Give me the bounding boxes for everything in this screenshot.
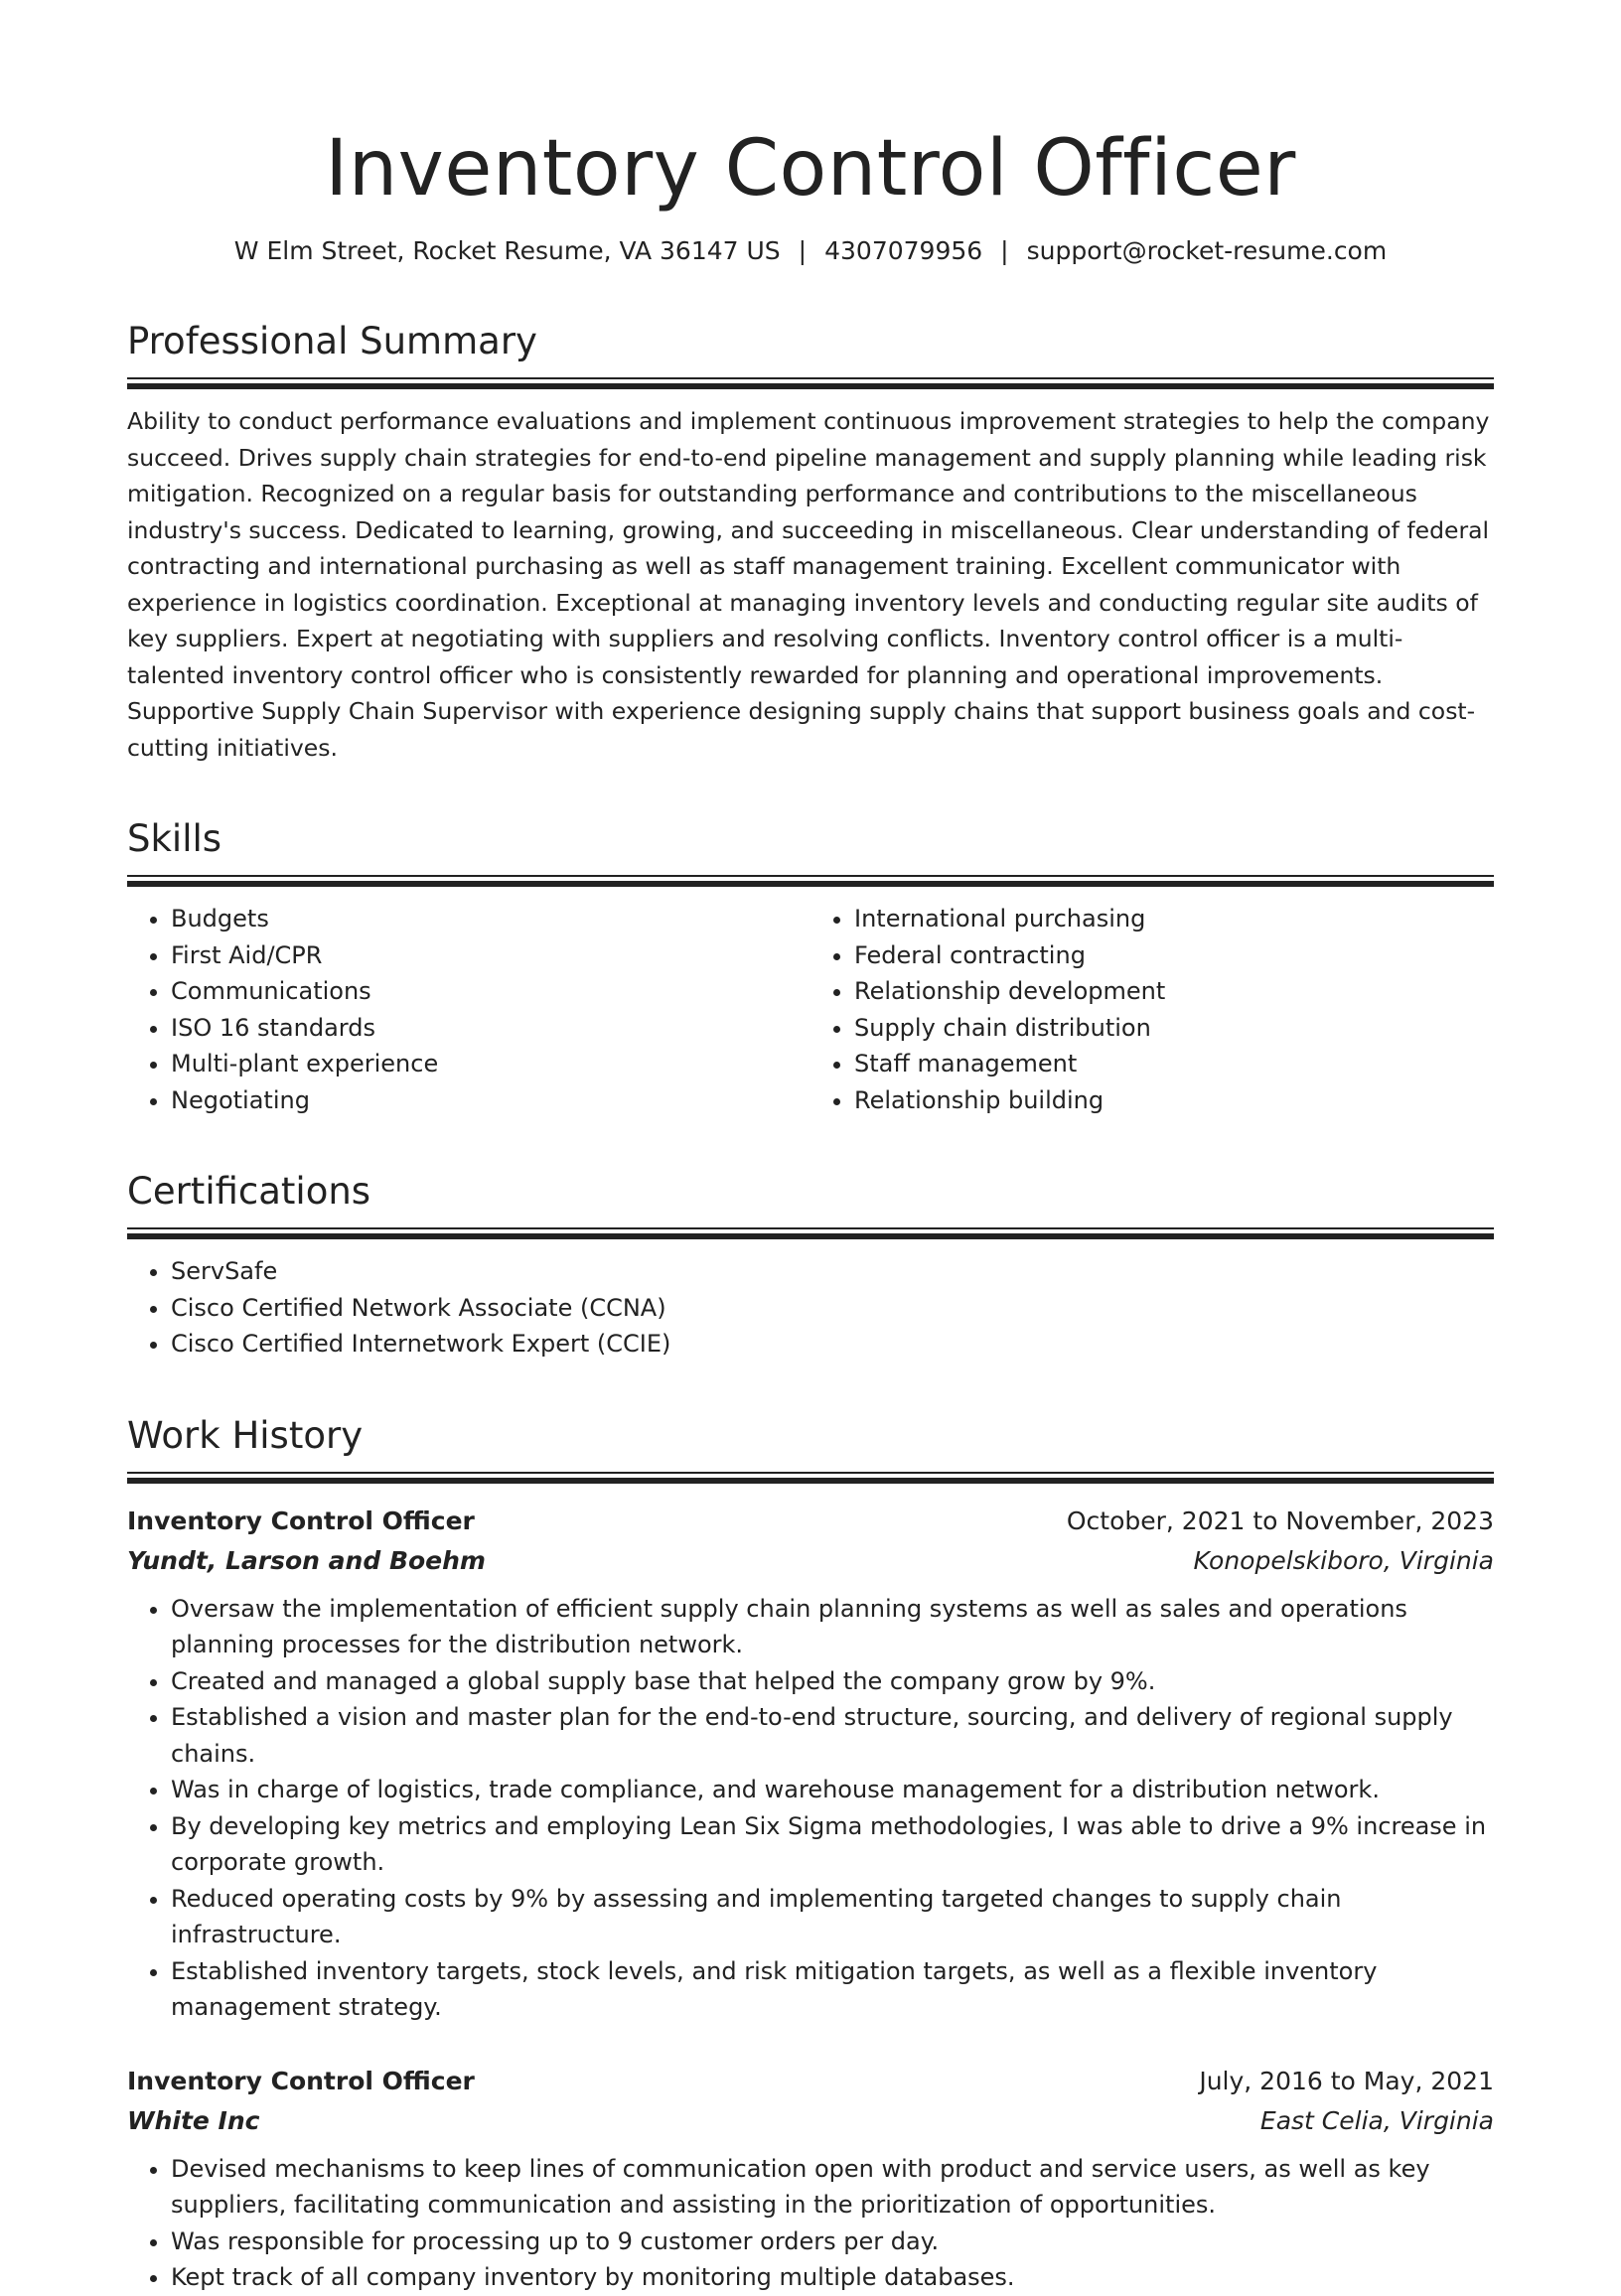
skill-item: • Multi-plant experience <box>171 1046 810 1082</box>
summary-text: Ability to conduct performance evaluations and implement continuous improvement strategies to help the company succeed. Drives supply chain strategies for end-to-end pipeline management and supply planning while leading risk mitigation. Recognized on a regular basis for outstanding performance and contributions to the miscellaneous industry's success. Dedicated to learning, growing, and succeeding in miscellaneous. Clear understanding of federal contracting and international purchasing as well as staff management training. Excellent communicator with experience in logistics coordination. Exceptional at managing inventory levels and conducting regular site audits of key suppliers. Expert at negotiating with suppliers and resolving conflicts. Inventory control officer is a multi-talented inventory control officer who is consistently rewarded for planning and operational improvements. Supportive Supply Chain Supervisor with experience designing supply chains that support business goals and cost-cutting initiatives. <box>127 407 1490 762</box>
job-bullet: • Kept track of all company inventory by monitoring multiple databases. <box>171 2259 1494 2296</box>
skill-item: • ISO 16 standards <box>171 1010 810 1047</box>
skill-item: • Budgets <box>171 901 810 937</box>
professional-summary-section <box>127 318 1494 766</box>
skill-item: • Negotiating <box>171 1082 810 1119</box>
job-header-row <box>127 1502 1494 1541</box>
resume-page <box>127 119 1494 2296</box>
section-divider <box>127 1472 1494 1484</box>
job-location: East Celia, Virginia <box>1259 2105 1494 2135</box>
job-bullet: • Established a vision and master plan for the end-to-end structure, sourcing, and delivery of regional supply chains. <box>171 1699 1494 1772</box>
skills-list-right <box>810 901 1494 1118</box>
certification-item: • ServSafe <box>171 1253 1494 1290</box>
section-title: Professional Summary <box>127 320 537 362</box>
job-bullet: • Was responsible for processing up to 9 customer orders per day. <box>171 2224 1494 2260</box>
section-divider <box>127 875 1494 887</box>
skills-section <box>127 815 1494 1118</box>
job-entry <box>127 1502 1494 2026</box>
skill-item: • International purchasing <box>854 901 1494 937</box>
section-divider <box>127 377 1494 389</box>
resume-name: Inventory Control Officer <box>325 124 1296 214</box>
skill-item: • First Aid/CPR <box>171 937 810 974</box>
section-title: Work History <box>127 1413 364 1457</box>
job-dates: October, 2021 to November, 2023 <box>1066 1506 1494 1535</box>
section-title: Certifications <box>127 1170 371 1213</box>
skills-list-left <box>127 901 810 1118</box>
job-employer-row <box>127 1541 1494 1581</box>
job-dates: July, 2016 to May, 2021 <box>1199 2066 1494 2095</box>
contact-line <box>127 234 1494 268</box>
skill-item: • Relationship building <box>854 1082 1494 1119</box>
jobs-list <box>127 1502 1494 2296</box>
job-location: Konopelskiboro, Virginia <box>1193 1545 1494 1575</box>
job-title: Inventory Control Officer <box>127 1506 475 1535</box>
contact-address: W Elm Street, Rocket Resume, VA 36147 US <box>233 236 781 265</box>
job-employer-row <box>127 2101 1494 2141</box>
contact-separator: | <box>1000 236 1009 265</box>
job-bullet: • Was in charge of logistics, trade compliance, and warehouse management for a distribution network. <box>171 1772 1494 1808</box>
contact-separator: | <box>798 236 808 265</box>
job-entry <box>127 2062 1494 2296</box>
job-header-row <box>127 2062 1494 2101</box>
skill-item: • Supply chain distribution <box>854 1010 1494 1047</box>
section-divider <box>127 1227 1494 1239</box>
job-bullets <box>127 2151 1494 2296</box>
job-bullet: • Reduced operating costs by 9% by assessing and implementing targeted changes to supply chain infrastructure. <box>171 1881 1494 1953</box>
skills-columns <box>127 887 1494 1118</box>
certification-item: • Cisco Certified Network Associate (CCNA) <box>171 1290 1494 1327</box>
section-title: Skills <box>127 817 222 860</box>
contact-email: support@rocket-resume.com <box>1026 236 1388 265</box>
job-bullet: • Oversaw the implementation of efficient supply chain planning systems as well as sales and operations planning processes for the distribution network. <box>171 1591 1494 1663</box>
skill-item: • Staff management <box>854 1046 1494 1082</box>
certifications-list <box>127 1253 1494 1363</box>
certification-item: • Cisco Certified Internetwork Expert (CCIE) <box>171 1326 1494 1363</box>
contact-phone: 4307079956 <box>824 236 983 265</box>
skill-item: • Communications <box>171 973 810 1010</box>
job-bullet: • Established inventory targets, stock levels, and risk mitigation targets, as well as a flexible inventory management strategy. <box>171 1953 1494 2026</box>
skill-item: • Federal contracting <box>854 937 1494 974</box>
work-history-section <box>127 1412 1494 2296</box>
job-bullet: • By developing key metrics and employing Lean Six Sigma methodologies, I was able to drive a 9% increase in corporate growth. <box>171 1808 1494 1881</box>
skill-item: • Relationship development <box>854 973 1494 1010</box>
job-employer: Yundt, Larson and Boehm <box>127 1545 486 1575</box>
job-bullets <box>127 1591 1494 2026</box>
job-bullet: • Devised mechanisms to keep lines of communication open with product and service users, as well as key suppliers, facilitating communication and assisting in the prioritization of opportunities. <box>171 2151 1494 2224</box>
job-employer: White Inc <box>127 2105 260 2135</box>
job-bullet: • Created and managed a global supply base that helped the company grow by 9%. <box>171 1663 1494 1700</box>
job-title: Inventory Control Officer <box>127 2066 475 2095</box>
certifications-section <box>127 1168 1494 1363</box>
